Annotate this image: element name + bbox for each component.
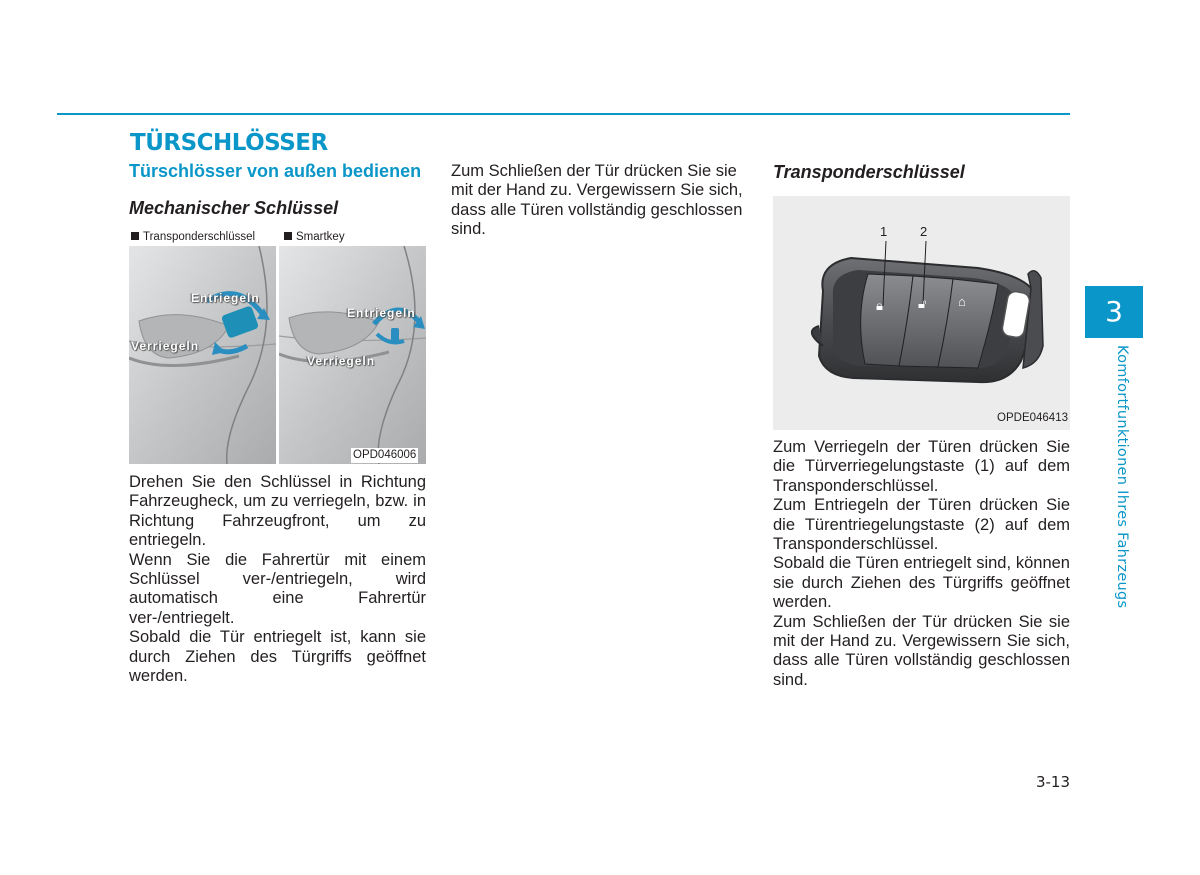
label-lock-right: Verriegeln [307, 354, 376, 368]
heading-mechanical-key: Mechanischer Schlüssel [129, 198, 339, 218]
trunk-icon: ⌂ [958, 294, 966, 309]
page-number: 3-13 [1035, 773, 1070, 791]
label-unlock-right: Entriegeln [347, 306, 416, 320]
paragraph-lock: Zum Verriegeln der Türen drücken Sie die Türverriegelungstaste (1) auf dem Transponderschlüssel. [773, 438, 1070, 495]
paragraph-unlock: Zum Entriegeln der Türen drücken Sie die Türentriegelungstaste (2) auf dem Transponderschlüssel. [773, 496, 1070, 554]
paragraph-driver-door: Wenn Sie die Fahrertür mit einem Schlüssel ver-/entriegeln, wird automatisch eine Fahrertür ver-/entriegelt. [129, 550, 426, 627]
paragraph-close: Zum Schließen der Tür drücken Sie sie mit der Hand zu. Vergewissern Sie sich, dass alle Türen vollständig geschlossen sind. [773, 612, 1070, 689]
callout-2: 2 [920, 224, 928, 239]
column-right [773, 162, 1070, 690]
figure-code: OPDE046413 [997, 412, 1068, 424]
figure-label-smartkey: Smartkey [284, 230, 345, 244]
column-middle [451, 162, 748, 240]
figure-transponder-key [773, 196, 1070, 430]
section-title: TÜRSCHLÖSSER [130, 130, 328, 156]
label-lock-left: Verriegeln [131, 339, 200, 353]
figure-code: OPD046006 [353, 449, 417, 461]
figure-label-transponder: Transponderschlüssel [131, 230, 255, 244]
chapter-side-title: Komfortfunktionen Ihres Fahrzeugs [1114, 345, 1130, 609]
paragraph-open-door: Sobald die Tür entriegelt ist, kann sie durch Ziehen des Türgriffs geöffnet werden. [129, 628, 426, 686]
heading-transponder-key: Transponderschlüssel [773, 162, 965, 182]
top-rule [57, 113, 1070, 115]
lock-icon: 🔒︎ [876, 298, 883, 313]
label-unlock-left: Entriegeln [191, 291, 260, 305]
column-left [129, 162, 426, 686]
paragraph-turn-key: Drehen Sie den Schlüssel in Richtung Fahrzeugheck, um zu verriegeln, bzw. in Richtung Fahrzeugfront, um zu entriegeln. [129, 473, 426, 550]
door-illustration-smartkey [279, 246, 426, 464]
paragraph-open: Sobald die Türen entriegelt sind, können sie durch Ziehen des Türgriffs geöffnet werden. [773, 554, 1070, 612]
figure-door-key [129, 230, 426, 464]
callout-1: 1 [880, 224, 888, 239]
door-illustration-transponder [129, 246, 276, 464]
unlock-icon: 🔓︎ [918, 296, 927, 311]
paragraph-close-door: Zum Schließen der Tür drücken Sie sie mit der Hand zu. Vergewissern Sie sich, dass alle Türen vollständig geschlossen sind. [451, 162, 743, 239]
chapter-tab: 3 [1085, 286, 1143, 338]
subheading-outside-operation: Türschlösser von außen bedienen [129, 161, 422, 181]
